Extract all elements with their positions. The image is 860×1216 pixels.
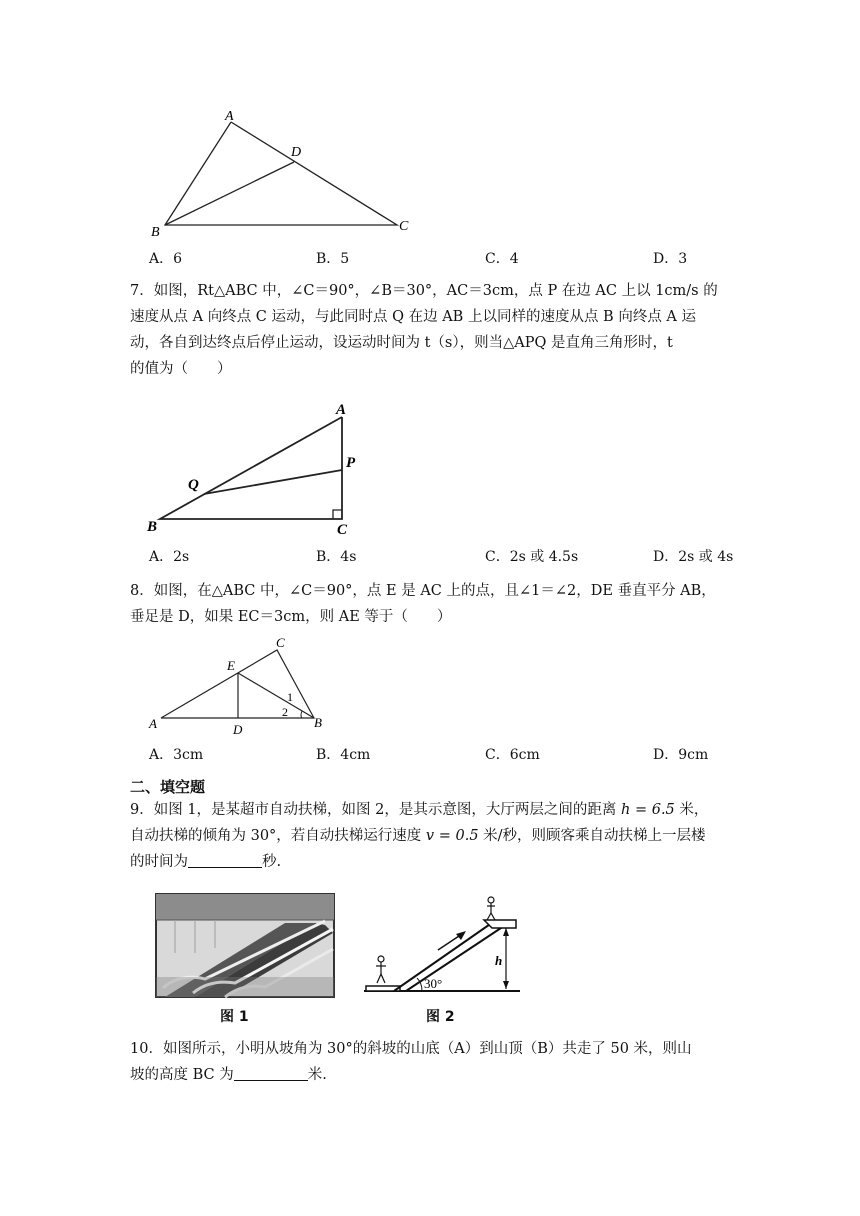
q7-label-b: B [147,519,158,535]
q7-line-1: 7．如图，Rt△ABC 中，∠C＝90°，∠B＝30°，AC＝3cm，点 P 在边 AC 上以 1cm/s 的 [130,283,718,299]
q8-option-d[interactable]: D．9cm [653,747,709,763]
q6-option-b[interactable]: B．5 [316,251,350,267]
q7-option-c[interactable]: C．2s 或 4.5s [485,549,579,565]
q9-escalator-diagram [360,893,530,998]
q8-label-angle-2: 2 [282,705,288,719]
q9-speed-value: v = 0.5 [425,828,479,844]
q9-figure1-caption: 图 1 [220,1009,249,1025]
q9-fig2-angle-label: 30° [424,976,443,991]
q7-option-d[interactable]: D．2s 或 4s [653,549,734,565]
q8-line-1: 8．如图，在△ABC 中，∠C＝90°，点 E 是 AC 上的点，且∠1＝∠2，DE 垂直平分 AB， [130,583,716,599]
q8-label-e: E [227,658,235,673]
q8-option-c[interactable]: C．6cm [485,747,540,763]
section-title-fill-in: 二、填空题 [130,778,206,796]
q7-label-c: C [337,522,348,538]
q7-label-a: A [336,402,347,418]
q7-triangle-figure [140,396,370,540]
q7-question [130,278,740,382]
q7-line-2: 速度从点 A 向终点 C 运动，与此同时点 Q 在边 AB 上以同样的速度从点 B 向终点 A 运 [130,309,697,325]
q7-option-b[interactable]: B．4s [316,549,357,565]
q6-triangle-abc [165,122,397,225]
q7-right-angle-mark [333,510,342,519]
q9-answer-blank[interactable] [188,851,262,868]
q6-label-a: A [225,109,234,124]
q8-label-c: C [276,635,285,650]
q10-question [130,1036,740,1088]
q10-line-2-text: 坡的高度 BC 为 [130,1067,234,1083]
q9-line-2-tail: 米/秒，则顾客乘自动扶梯上一层楼 [478,828,706,844]
q6-segment-bd [165,162,294,225]
q8-question [130,578,740,630]
q10-answer-blank[interactable] [234,1064,308,1081]
q9-line-1 [130,797,740,823]
q8-segment-eb [238,673,314,718]
q6-option-a[interactable]: A．6 [149,251,183,267]
q6-option-c[interactable]: C．4 [485,251,519,267]
q9-line-2 [130,823,740,849]
q8-triangle-figure [140,632,340,740]
q8-label-angle-1: 1 [287,690,293,704]
q7-options [149,546,749,568]
q6-option-d[interactable]: D．3 [653,251,688,267]
q10-line-1: 10．如图所示，小明从坡角为 30°的斜坡的山底（A）到山顶（B）共走了 50 米，则山 [130,1041,692,1057]
q8-angle-arc [301,711,302,718]
q6-label-c: C [399,219,409,234]
q9-line-1-tail: 米， [674,802,709,818]
q7-line-4: 的值为（ ） [130,361,232,377]
q9-figure2-caption: 图 2 [426,1009,455,1025]
q7-label-q: Q [188,477,199,493]
q7-line-3: 动，各自到达终点后停止运动，设运动时间为 t（s），则当△APQ 是直角三角形时，t [130,335,673,351]
q6-label-d: D [291,145,302,160]
q9-line-3 [130,849,740,875]
q8-options [149,744,749,766]
q9-height-value: h = 6.5 [621,802,675,818]
q6-label-b: B [151,225,160,240]
q8-label-a: A [149,716,157,731]
q9-fig2-h-label: h [495,953,503,968]
q8-label-b: B [314,715,322,730]
q9-escalator-photo [155,893,335,998]
q10-line-2 [130,1062,740,1088]
q8-label-d: D [233,722,243,737]
q9-line-3-text: 的时间为 [130,854,188,870]
q8-option-b[interactable]: B．4cm [316,747,371,763]
q7-label-p: P [346,455,356,471]
q10-line-2-tail: 米. [307,1067,327,1083]
q6-triangle-figure [140,100,430,245]
q6-options [149,248,749,270]
q8-line-2: 垂足是 D，如果 EC＝3cm，则 AE 等于（ ） [130,609,452,625]
q9-line-1-text: 9．如图 1，是某超市自动扶梯，如图 2，是其示意图，大厅两层之间的距离 [130,802,622,818]
q9-question [130,797,740,875]
q9-line-2-text: 自动扶梯的倾角为 30°，若自动扶梯运行速度 [130,828,426,844]
q7-option-a[interactable]: A．2s [149,549,190,565]
q9-line-3-tail: 秒. [262,854,282,870]
q7-triangle-abc [160,417,342,519]
q8-option-a[interactable]: A．3cm [149,747,204,763]
